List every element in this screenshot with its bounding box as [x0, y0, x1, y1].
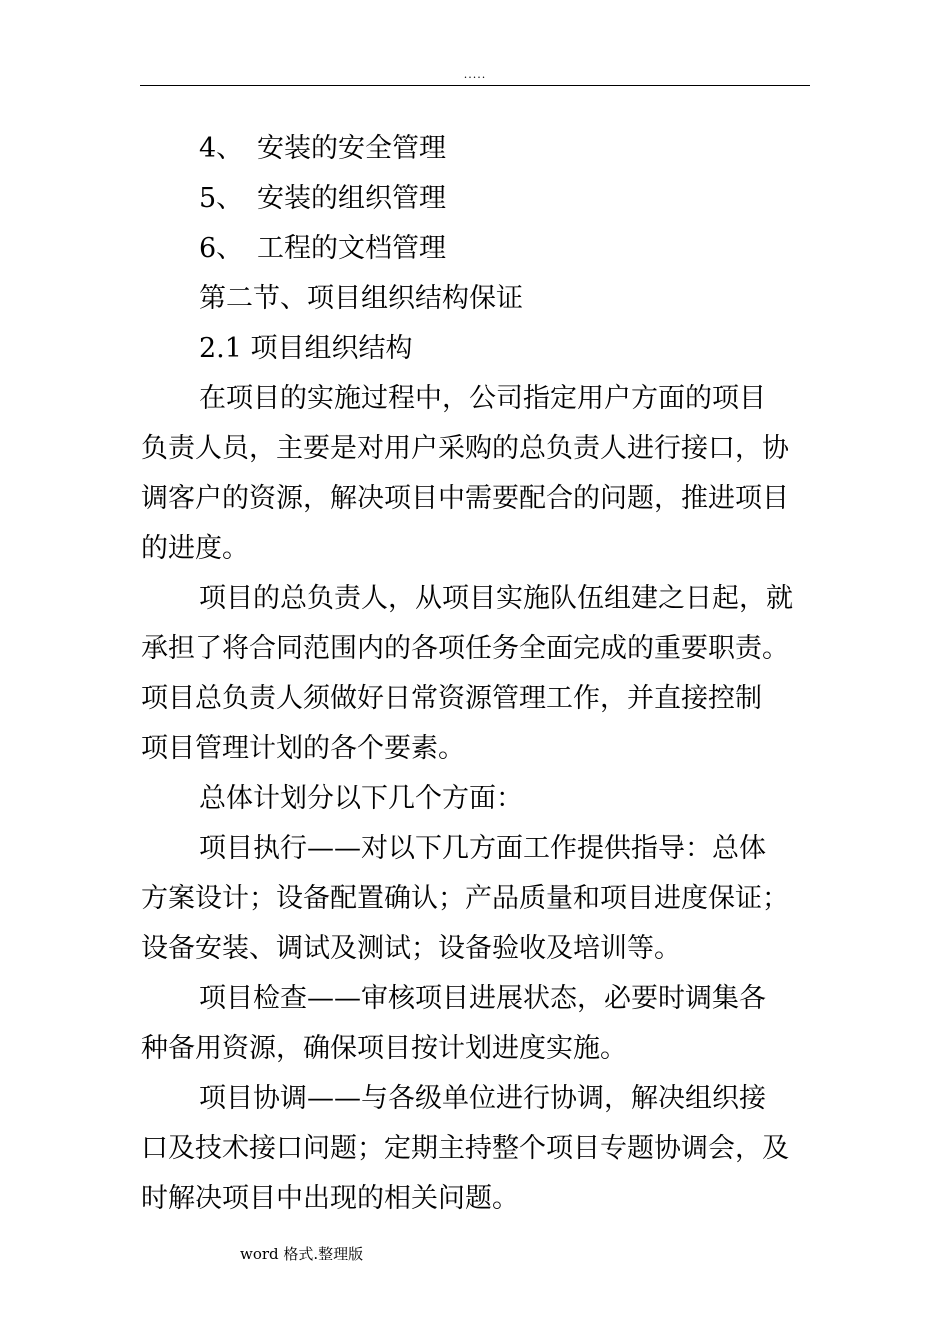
- paragraph-line: 设备安装、调试及测试；设备验收及培训等。: [141, 933, 681, 964]
- document-body: [141, 124, 841, 1224]
- header-rule: [140, 85, 810, 86]
- subsection-title: 2.1 项目组织结构: [199, 333, 413, 364]
- list-item: [141, 174, 841, 224]
- header-mark: .....: [463, 68, 487, 81]
- paragraph-line: 项目的总负责人，从项目实施队伍组建之日起，就: [199, 583, 793, 614]
- paragraph-line: 项目总负责人须做好日常资源管理工作，并直接控制: [141, 683, 762, 714]
- paragraph-line: 项目管理计划的各个要素。: [141, 733, 465, 764]
- paragraph-line: 的进度。: [141, 533, 249, 564]
- paragraph: [141, 824, 841, 974]
- footer-text: word 格式.整理版: [240, 1245, 364, 1263]
- list-item-number: 5、: [199, 183, 244, 214]
- paragraph: [141, 774, 841, 824]
- list-item: [141, 224, 841, 274]
- list-item-number: 6、: [199, 233, 244, 264]
- paragraph: [141, 574, 841, 774]
- paragraph-line: 负责人员，主要是对用户采购的总负责人进行接口，协: [141, 433, 789, 464]
- paragraph-line: 项目检查——审核项目进展状态，必要时调集各: [199, 983, 766, 1014]
- list-item-text: 安装的安全管理: [257, 133, 446, 164]
- paragraph-line: 总体计划分以下几个方面：: [199, 783, 523, 814]
- paragraph-line: 口及技术接口问题；定期主持整个项目专题协调会，及: [141, 1133, 789, 1164]
- paragraph-line: 调客户的资源，解决项目中需要配合的问题，推进项目: [141, 483, 789, 514]
- paragraph-line: 项目执行——对以下几方面工作提供指导：总体: [199, 833, 766, 864]
- list-item-number: 4、: [199, 133, 244, 164]
- list-item-text: 安装的组织管理: [257, 183, 446, 214]
- paragraph-line: 项目协调——与各级单位进行协调，解决组织接: [199, 1083, 766, 1114]
- list-item: [141, 124, 841, 174]
- paragraph: [141, 374, 841, 574]
- list-item-text: 工程的文档管理: [257, 233, 446, 264]
- paragraph-line: 承担了将合同范围内的各项任务全面完成的重要职责。: [141, 633, 789, 664]
- paragraph-line: 时解决项目中出现的相关问题。: [141, 1183, 519, 1214]
- paragraph-line: 在项目的实施过程中，公司指定用户方面的项目: [199, 383, 766, 414]
- paragraph-line: 方案设计；设备配置确认；产品质量和项目进度保证；: [141, 883, 789, 914]
- paragraph-line: 种备用资源，确保项目按计划进度实施。: [141, 1033, 627, 1064]
- section-title: 第二节、项目组织结构保证: [199, 283, 523, 314]
- paragraph: [141, 974, 841, 1074]
- paragraph: [141, 1074, 841, 1224]
